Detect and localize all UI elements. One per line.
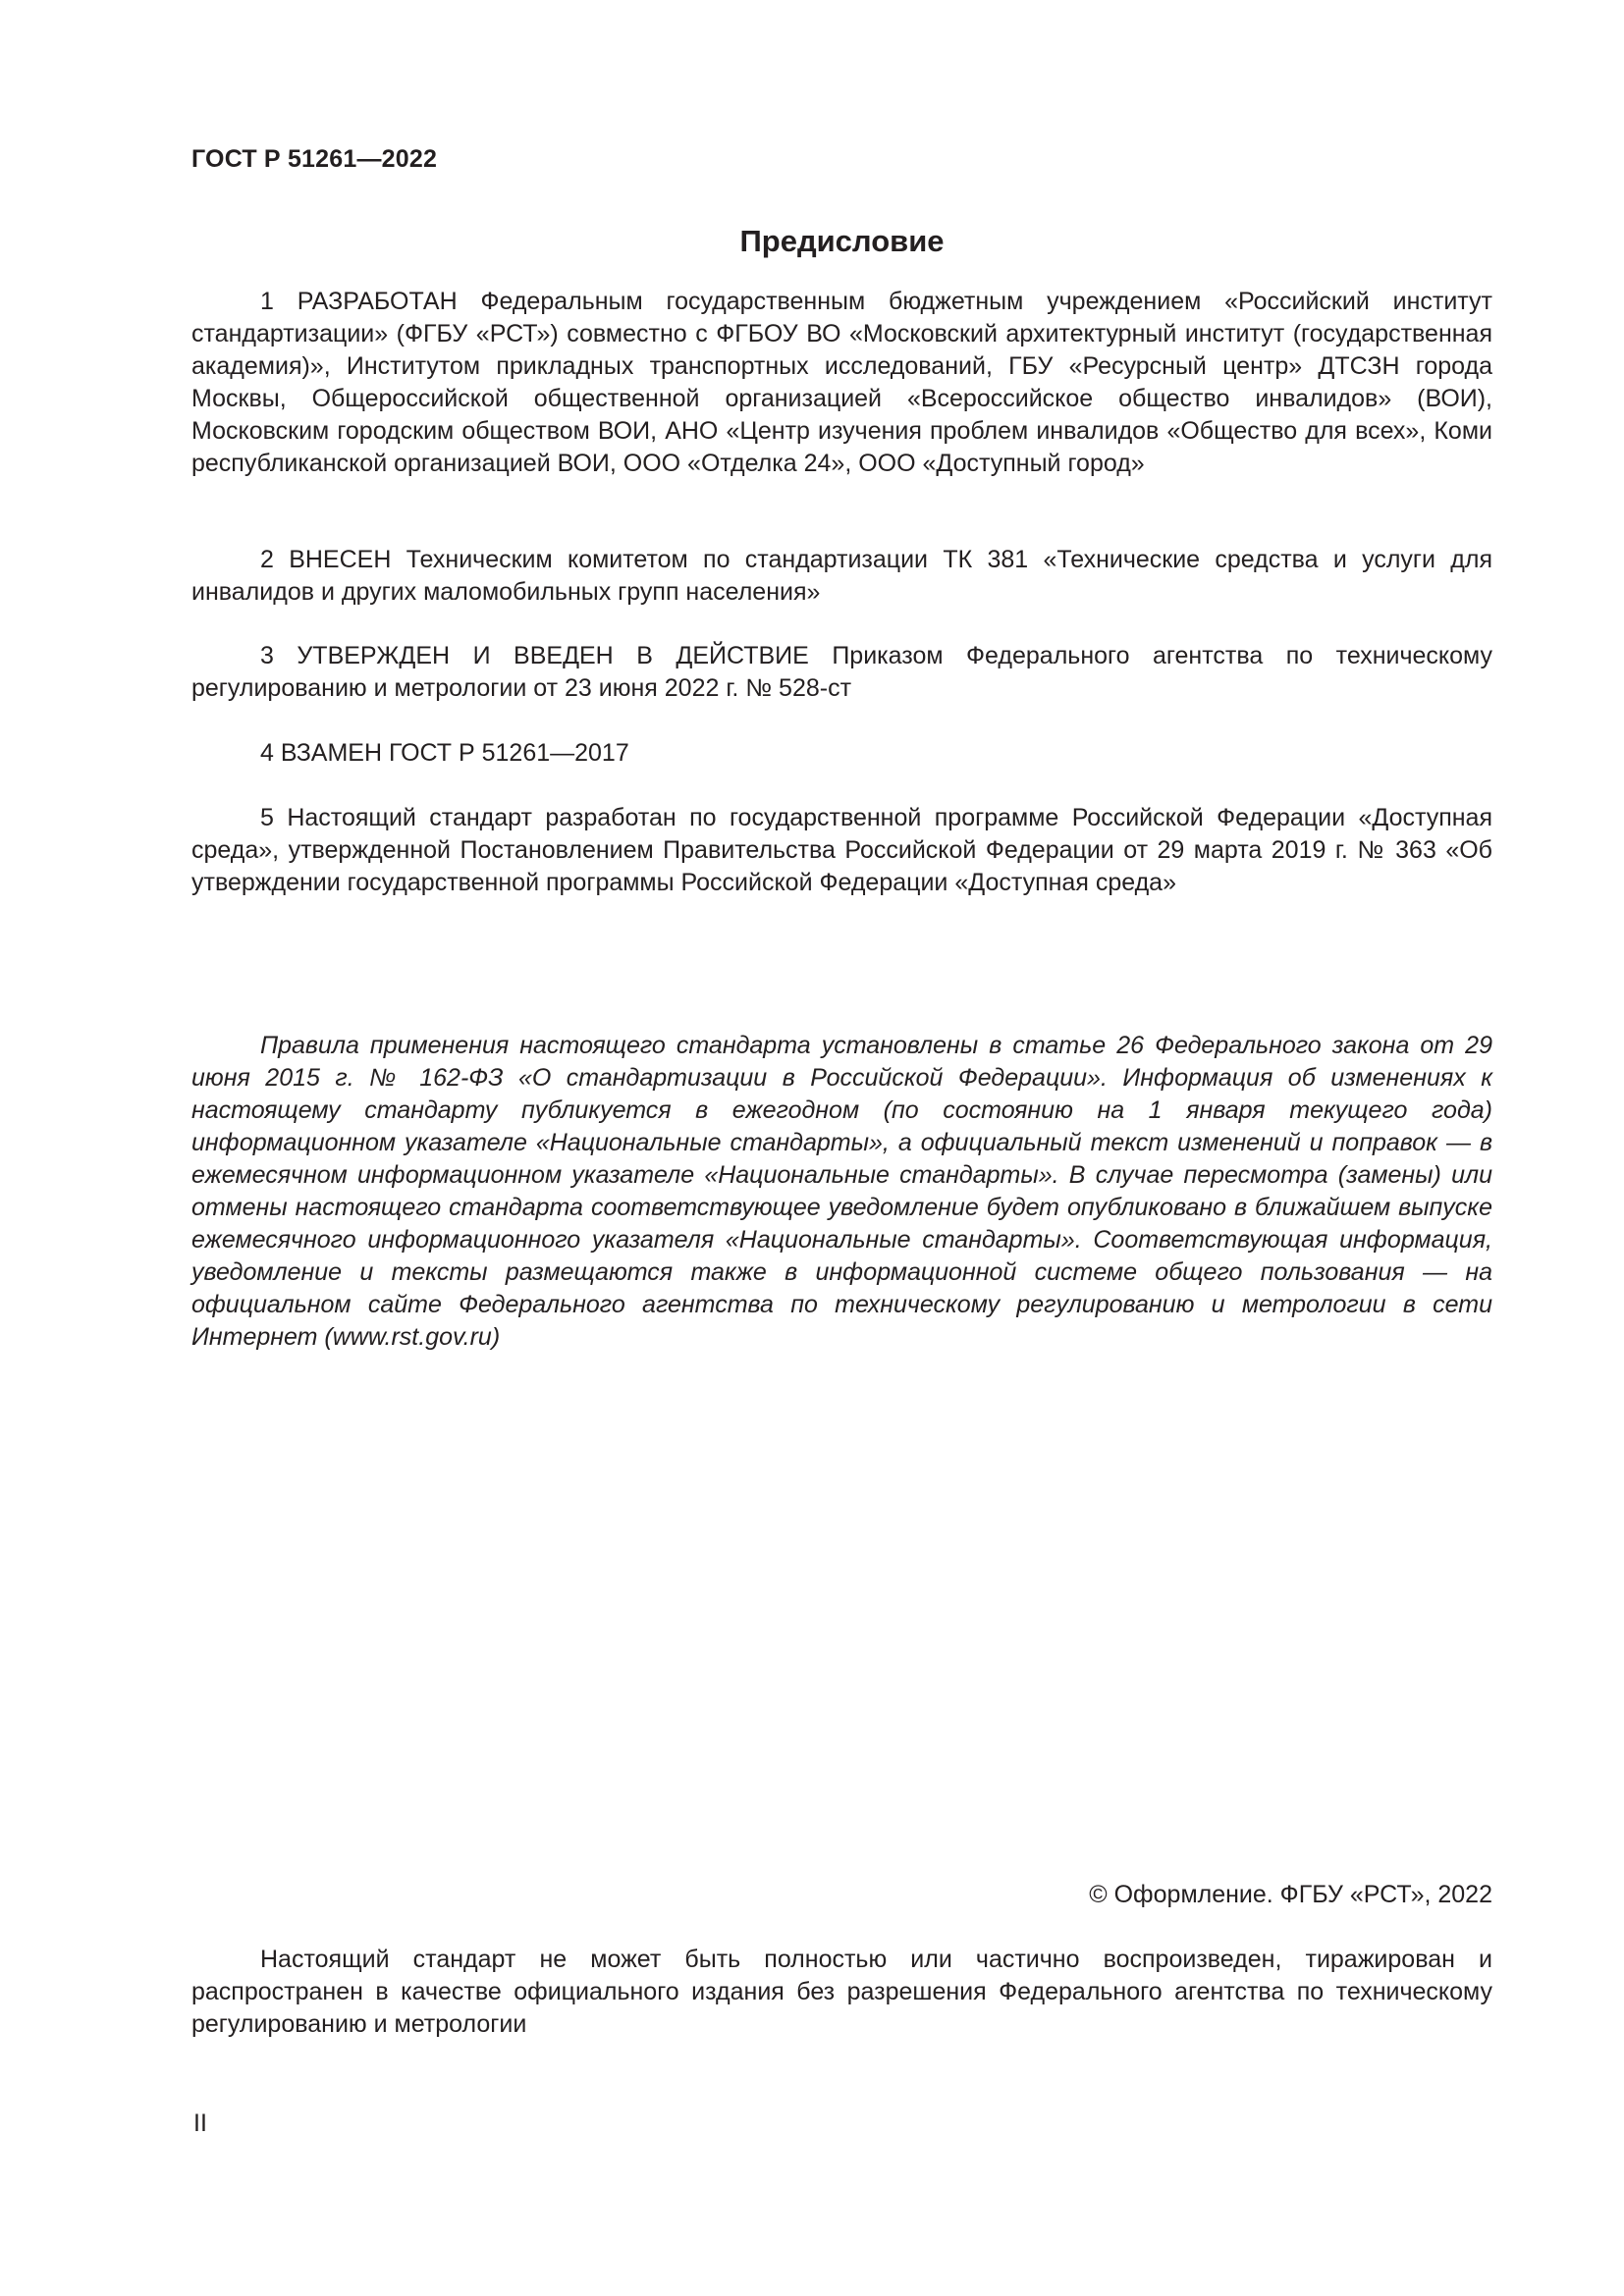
page-number: II: [193, 2109, 207, 2137]
page-title: Предисловие: [739, 224, 945, 258]
reproduction-note: Настоящий стандарт не может быть полностью или частично воспроизведен, тиражирован и распространен в качестве официального издания без разрешения Федерального агентства по техническому регулированию и метрологии: [191, 1946, 1492, 2038]
paragraph-2-introduced: 2 ВНЕСЕН Техническим комитетом по стандартизации ТК 381 «Технические средства и услуги для инвалидов и других маломобильных групп населения»: [191, 546, 1492, 606]
paragraph-5-program: 5 Настоящий стандарт разработан по государственной программе Российской Федерации «Доступная среда», утвержденной Постановлением Правительства Российской Федерации от 29 марта 2019 г. № 363 «Об утверждении государственной программы Российской Федерации «Доступная среда»: [191, 804, 1492, 896]
paragraph-3-approved: 3 УТВЕРЖДЕН И ВВЕДЕН В ДЕЙСТВИЕ Приказом Федерального агентства по техническому регулированию и метрологии от 23 июня 2022 г. № 528-ст: [191, 642, 1492, 702]
paragraph-4-replaces: 4 ВЗАМЕН ГОСТ Р 51261—2017: [260, 739, 629, 767]
rules-note: Правила применения настоящего стандарта установлены в статье 26 Федерального закона от 29 июня 2015 г. № 162-ФЗ «О стандартизации в Российской Федерации». Информация об изменениях к настоящему стандарту публикуется в ежегодном (по состоянию на 1 января текущего года) информационном указателе «Национальные стандарты», а официальный текст изменений и поправок — в ежемесячном информационном указателе «Национальные стандарты». В случае пересмотра (замены) или отмены настоящего стандарта соответствующее уведомление будет опубликовано в ближайшем выпуске ежемесячного информационного указателя «Национальные стандарты». Соответствующая информация, уведомление и тексты размещаются также в информационной системе общего пользования — на официальном сайте Федерального агентства по техническому регулированию и метрологии в сети Интернет (www.rst.gov.ru): [191, 1032, 1492, 1351]
document-code: ГОСТ Р 51261—2022: [191, 145, 438, 173]
copyright-line: © Оформление. ФГБУ «РСТ», 2022: [1089, 1881, 1492, 1908]
paragraph-1-developed: 1 РАЗРАБОТАН Федеральным государственным бюджетным учреждением «Российский институт стандартизации» (ФГБУ «РСТ») совместно с ФГБОУ ВО «Московский архитектурный институт (государственная академия)», Институтом прикладных транспортных исследований, ГБУ «Ресурсный центр» ДТСЗН города Москвы, Общероссийской общественной организацией «Всероссийское общество инвалидов» (ВОИ), Московским городским обществом ВОИ, АНО «Центр изучения проблем инвалидов «Общество для всех», Коми республиканской организацией ВОИ, ООО «Отделка 24», ООО «Доступный город»: [191, 288, 1492, 477]
